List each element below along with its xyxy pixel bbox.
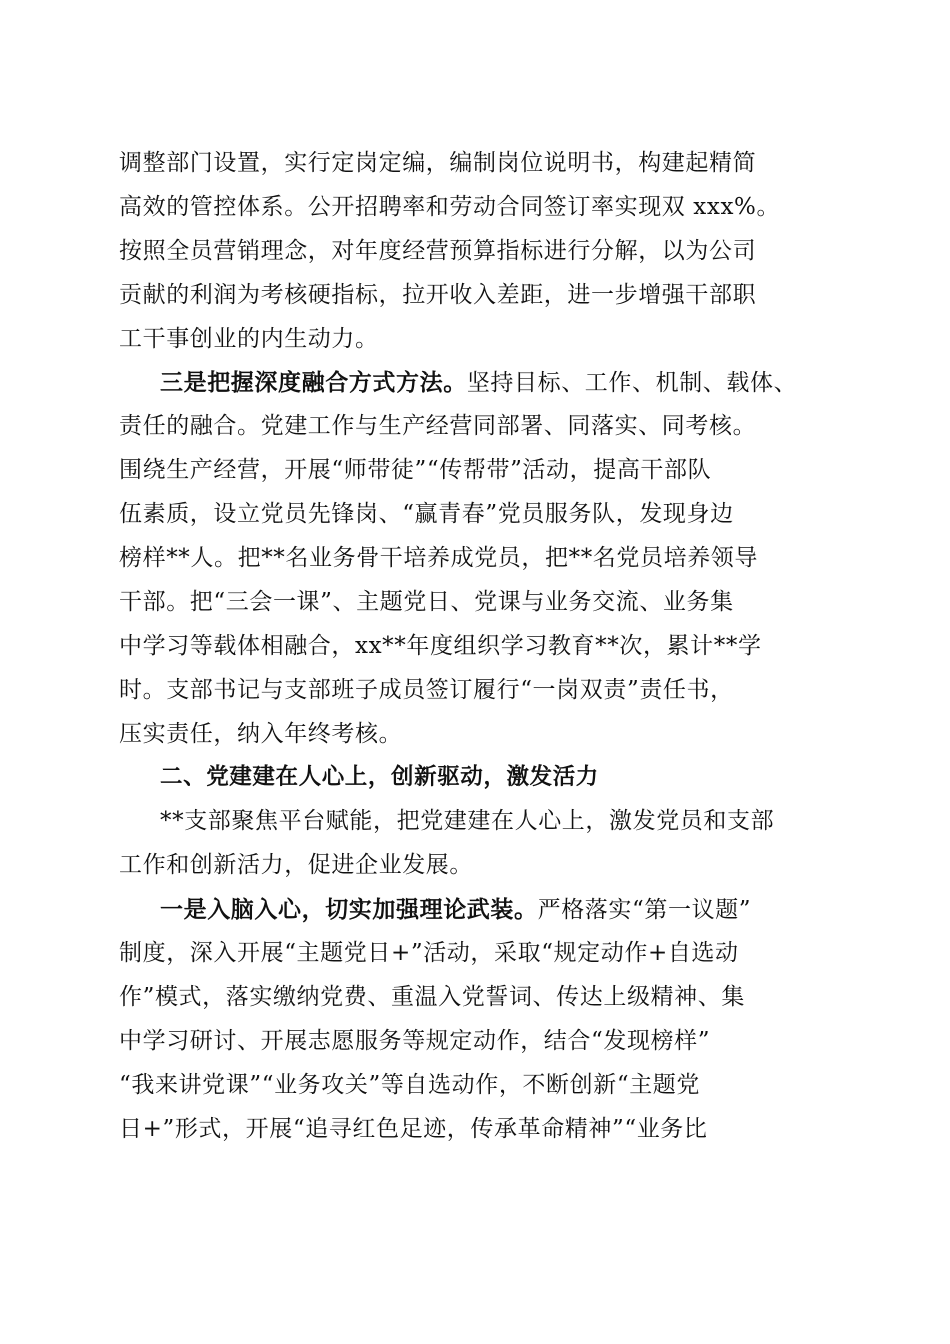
paragraph-first-line bbox=[119, 361, 839, 405]
body-line: 压实责任，纳入年终考核。 bbox=[119, 720, 403, 747]
body-line: 围绕生产经营，开展“师带徒”“传帮带”活动，提高干部队 bbox=[119, 457, 712, 484]
body-line: 时。支部书记与支部班子成员签订履行“一岗双责”责任书， bbox=[119, 676, 734, 703]
body-line: 伍素质，设立党员先锋岗、“赢青春”党员服务队，发现身边 bbox=[119, 501, 734, 528]
paragraph-text: 坚持目标、工作、机制、载体、 bbox=[466, 370, 798, 397]
body-line: 按照全员营销理念，对年度经营预算指标进行分解，以为公司 bbox=[119, 237, 757, 264]
document-body bbox=[119, 142, 839, 1151]
paragraph-text: 严格落实“第一议题” bbox=[537, 897, 752, 924]
body-line: 制度，深入开展“主题党日+”活动，采取“规定动作+自选动 bbox=[119, 940, 739, 967]
paragraph-first-line: **支部聚焦平台赋能，把党建建在人心上，激发党员和支部 bbox=[160, 808, 775, 835]
body-line: 干部。把“三会一课”、主题党日、党课与业务交流、业务集 bbox=[119, 588, 734, 615]
section-heading: 二、党建建在人心上，创新驱动，激发活力 bbox=[160, 764, 599, 791]
body-line: 作”模式，落实缴纳党费、重温入党誓词、传达上级精神、集 bbox=[119, 983, 745, 1010]
body-line: 工作和创新活力，促进企业发展。 bbox=[119, 852, 473, 879]
body-line: 中学习研讨、开展志愿服务等规定动作，结合“发现榜样” bbox=[119, 1027, 711, 1054]
paragraph-lead: 三是把握深度融合方式方法。 bbox=[160, 369, 467, 397]
body-line: 日+”形式，开展“追寻红色足迹，传承革命精神”“业务比 bbox=[119, 1115, 708, 1142]
paragraph-lead: 一是入脑入心，切实加强理论武装。 bbox=[160, 896, 538, 924]
body-line: 调整部门设置，实行定岗定编，编制岗位说明书，构建起精简 bbox=[119, 150, 757, 176]
body-line: 责任的融合。党建工作与生产经营同部署、同落实、同考核。 bbox=[119, 413, 757, 440]
body-line: 中学习等载体相融合，xx**年度组织学习教育**次，累计**学 bbox=[119, 632, 762, 659]
paragraph-first-line bbox=[119, 888, 839, 932]
body-line: 高效的管控体系。公开招聘率和劳动合同签订率实现双 xxx%。 bbox=[119, 193, 781, 220]
body-line: 工干事创业的内生动力。 bbox=[119, 325, 379, 352]
body-line: “我来讲党课”“业务攻关”等自选动作，不断创新“主题党 bbox=[119, 1071, 700, 1098]
body-line: 榜样**人。把**名业务骨干培养成党员，把**名党员培养领导 bbox=[119, 545, 758, 572]
body-line: 贡献的利润为考核硬指标，拉开收入差距，进一步增强干部职 bbox=[119, 281, 757, 308]
